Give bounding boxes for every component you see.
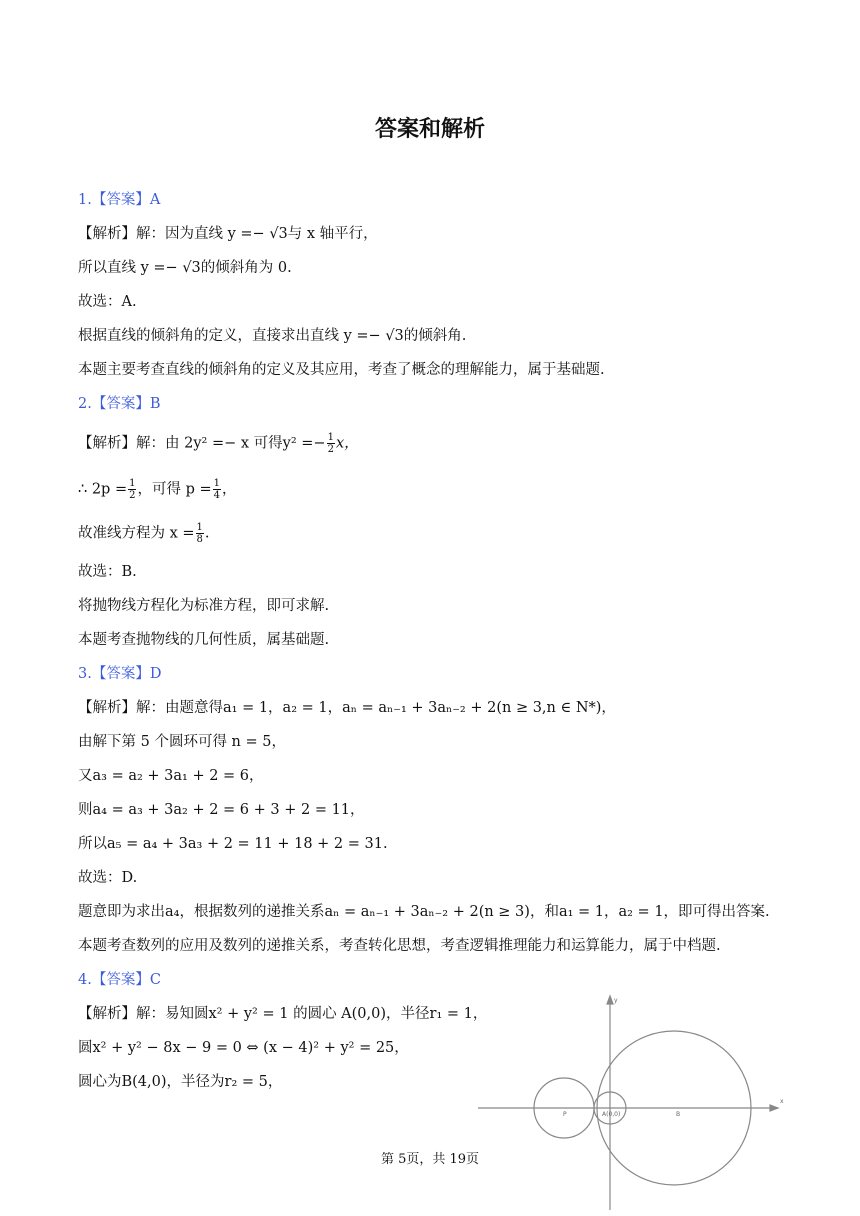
point-p-label: P — [563, 1111, 567, 1118]
point-b-label: B — [676, 1111, 681, 1118]
analysis-3-line-3: 又a₃ = a₂ + 3a₁ + 2 = 6， — [78, 768, 264, 784]
analysis-2-line-1-a: 【解析】解：由 2y² =− x 可得y² =− — [78, 435, 326, 452]
analysis-2-line-3-a: 故准线方程为 x = — [78, 525, 195, 542]
fraction — [213, 478, 221, 501]
y-axis-arrow — [607, 996, 613, 1004]
circles-figure — [470, 990, 790, 1210]
answer-2 — [78, 394, 161, 414]
analysis-3-line-6: 故选：D. — [78, 870, 138, 886]
analysis-2-line-2-c: ， — [222, 481, 237, 498]
analysis-3-line-8: 本题考查数列的应用及数列的递推关系，考查转化思想，考查逻辑推理能力和运算能力，属于中档题. — [78, 938, 721, 954]
page-title: 答案和解析 — [374, 117, 485, 142]
analysis-4-line-1: 【解析】解：易知圆x² + y² = 1 的圆心 A(0,0)，半径r₁ = 1， — [78, 1006, 488, 1022]
analysis-2-line-4: 故选：B. — [78, 564, 137, 580]
analysis-3-line-2: 由解下第 5 个圆环可得 n = 5， — [78, 734, 286, 750]
analysis-2-line-2-b: ，可得 p = — [137, 481, 212, 498]
answer-2-text: 2.【答案】B — [78, 396, 161, 412]
analysis-2-line-2-a: ∴ 2p = — [78, 481, 128, 498]
fraction-den: 2 — [327, 444, 334, 455]
analysis-2-line-2 — [78, 478, 237, 501]
fraction-den: 2 — [129, 490, 136, 501]
analysis-2-line-3-b: . — [204, 525, 210, 542]
analysis-2-line-3 — [78, 522, 210, 545]
answer-4-text: 4.【答案】C — [78, 972, 161, 988]
fraction — [196, 522, 204, 545]
answer-4 — [78, 970, 161, 990]
analysis-4-line-2: 圆x² + y² − 8x − 9 = 0 ⇔ (x − 4)² + y² = 25， — [78, 1040, 409, 1056]
y-axis-label: y — [614, 997, 618, 1004]
analysis-2-line-6: 本题考查抛物线的几何性质，属基础题. — [78, 632, 330, 648]
answer-1-text: 1.【答案】A — [78, 192, 161, 208]
analysis-1-line-3: 故选：A. — [78, 294, 137, 310]
page-footer: 第 5页，共 19页 — [380, 1152, 480, 1167]
answer-1 — [78, 190, 160, 210]
analysis-3-line-1: 【解析】解：由题意得a₁ = 1，a₂ = 1，aₙ = aₙ₋₁ + 3aₙ₋₂ + 2(n ≥ 3,n ∈ N*)， — [78, 700, 616, 716]
fraction-num: 1 — [213, 478, 221, 489]
x-axis-label: x — [780, 1098, 784, 1105]
fraction-num: 1 — [129, 478, 136, 489]
analysis-1-line-2: 所以直线 y =− √3的倾斜角为 0. — [78, 260, 292, 276]
analysis-2-line-1 — [78, 432, 359, 455]
fraction-den: 4 — [213, 490, 221, 501]
analysis-1-line-5: 本题主要考查直线的倾斜角的定义及其应用，考查了概念的理解能力，属于基础题. — [78, 362, 605, 378]
analysis-3-line-5: 所以a₅ = a₄ + 3a₃ + 2 = 11 + 18 + 2 = 31. — [78, 836, 388, 852]
fraction-den: 8 — [196, 534, 203, 545]
answer-3-text: 3.【答案】D — [78, 666, 162, 682]
answer-3 — [78, 664, 161, 684]
fraction-num: 1 — [327, 432, 334, 443]
fraction — [128, 478, 136, 501]
analysis-1-line-4: 根据直线的倾斜角的定义，直接求出直线 y =− √3的倾斜角. — [78, 328, 467, 344]
analysis-2-line-1-c: x， — [335, 435, 359, 452]
x-axis-arrow — [770, 1105, 778, 1111]
fraction — [327, 432, 335, 455]
analysis-3-line-4: 则a₄ = a₃ + 3a₂ + 2 = 6 + 3 + 2 = 11， — [78, 802, 365, 818]
analysis-2-line-5: 将抛物线方程化为标准方程，即可求解. — [78, 598, 330, 614]
fraction-num: 1 — [196, 522, 203, 533]
analysis-1-line-1: 【解析】解：因为直线 y =− √3与 x 轴平行， — [78, 226, 378, 242]
analysis-3-line-7: 题意即为求出a₄，根据数列的递推关系aₙ = aₙ₋₁ + 3aₙ₋₂ + 2(n ≥ 3)，和a₁ = 1，a₂ = 1，即可得出答案. — [78, 904, 770, 920]
point-a-label: A(0,0) — [602, 1111, 621, 1118]
analysis-4-line-3: 圆心为B(4,0)，半径为r₂ = 5， — [78, 1074, 283, 1090]
